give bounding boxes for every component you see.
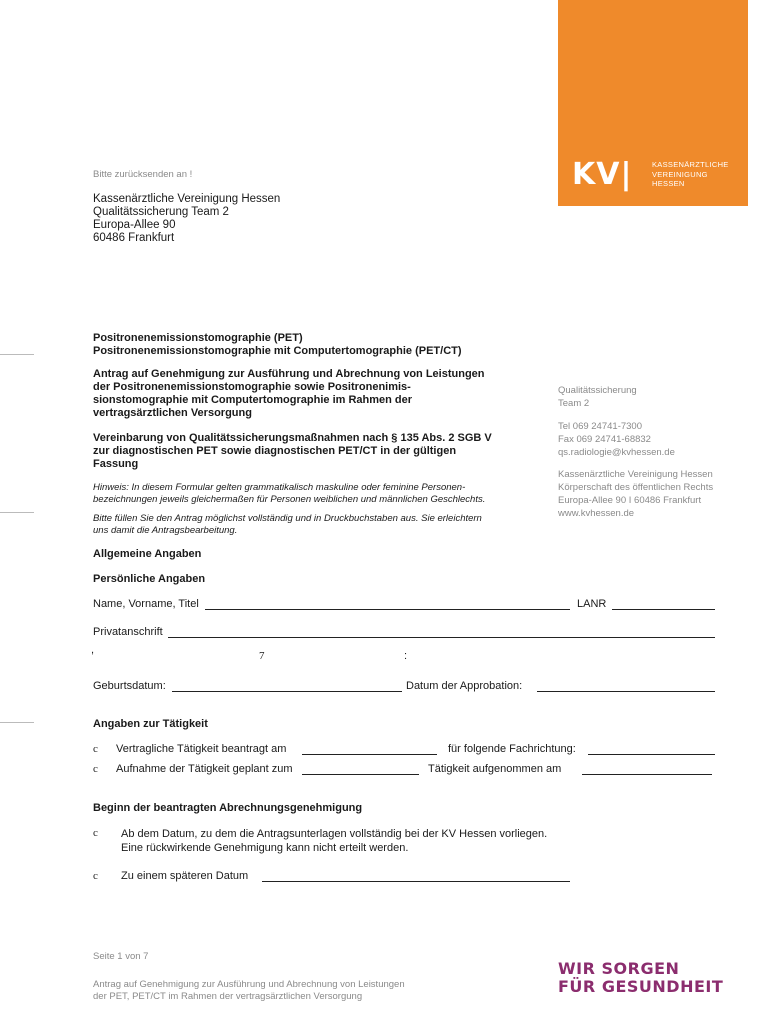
application-title: Antrag auf Genehmigung zur Ausführung und Abrechnung von Leistungen der Positronenemissionstomographie sowie Positronenimis- sionstomographie mit Computertomographie im Rahmen der vertragsärztlichen Versorgung: [93, 368, 485, 419]
logo-letters: KV|: [572, 157, 633, 192]
sidebar-contact: Tel 069 24741-7300 Fax 069 24741-68832 qs.radiologie@kvhessen.de: [558, 421, 675, 458]
planned-checkbox[interactable]: c: [93, 763, 98, 775]
name-label: Name, Vorname, Titel: [93, 598, 199, 610]
form-title: Positronenemissionstomographie (PET) Positronenemissionstomographie mit Computertomographie (PET/CT): [93, 332, 462, 357]
billing-option2-checkbox[interactable]: c: [93, 870, 98, 882]
birthdate-field[interactable]: [172, 691, 402, 692]
planned-date-field[interactable]: [302, 774, 419, 775]
artifact-colon: :: [404, 650, 408, 662]
billing-option1-checkbox[interactable]: c: [93, 827, 98, 839]
billing-date-field[interactable]: [262, 881, 570, 882]
birthdate-label: Geburtsdatum:: [93, 680, 166, 692]
lanr-label: LANR: [577, 598, 607, 610]
contract-checkbox[interactable]: c: [93, 743, 98, 755]
kv-hessen-logo: [558, 0, 748, 206]
page-number: Seite 1 von 7: [93, 951, 149, 962]
slogan-logo: WIR SORGEN FÜR GESUNDHEIT: [558, 959, 724, 996]
logo-text: KASSENÄRZTLICHE VEREINIGUNG HESSEN: [652, 160, 729, 188]
approbation-field[interactable]: [537, 691, 715, 692]
fold-mark: [0, 354, 34, 355]
started-date-field[interactable]: [582, 774, 712, 775]
billing-heading: Beginn der beantragten Abrechnungsgenehmigung: [93, 802, 363, 814]
fill-instructions: Bitte füllen Sie den Antrag möglichst vollständig und in Druckbuchstaben aus. Sie erleichtern uns damit die Antragsbearbeitung.: [93, 513, 482, 536]
artifact-comma: ,: [91, 644, 95, 656]
activity-heading: Angaben zur Tätigkeit: [93, 718, 208, 730]
recipient-address: Kassenärztliche Vereinigung Hessen Qualitätssicherung Team 2 Europa-Allee 90 60486 Frankfurt: [93, 193, 281, 244]
fold-mark: [0, 512, 34, 513]
name-field[interactable]: [205, 609, 570, 610]
footer-title: Antrag auf Genehmigung zur Ausführung und Abrechnung von Leistungen der PET, PET/CT im Rahmen der vertragsärztlichen Versorgung: [93, 979, 405, 1002]
general-heading: Allgemeine Angaben: [93, 548, 202, 560]
gender-hint: Hinweis: In diesem Formular gelten grammatikalisch maskuline oder feminine Personen- bezeichnungen jeweils gleichermaßen für Personen weiblichen und männlichen Geschlechts.: [93, 482, 486, 505]
address-field[interactable]: [168, 637, 715, 638]
personal-heading: Persönliche Angaben: [93, 573, 206, 585]
address-label: Privatanschrift: [93, 626, 163, 638]
artifact-seven: 7: [259, 650, 265, 662]
billing-option1-text: Ab dem Datum, zu dem die Antragsunterlagen vollständig bei der KV Hessen vorliegen. Eine rückwirkende Genehmigung kann nicht erteilt werden.: [121, 828, 548, 854]
specialty-field[interactable]: [588, 754, 715, 755]
specialty-label: für folgende Fachrichtung:: [448, 743, 576, 755]
contract-label: Vertragliche Tätigkeit beantragt am: [116, 743, 287, 755]
planned-label: Aufnahme der Tätigkeit geplant zum: [116, 763, 293, 775]
return-note: Bitte zurücksenden an !: [93, 169, 193, 180]
sidebar-department: Qualitätssicherung Team 2: [558, 385, 637, 409]
lanr-field[interactable]: [612, 609, 715, 610]
contract-date-field[interactable]: [302, 754, 437, 755]
billing-option2-label: Zu einem späteren Datum: [121, 870, 249, 882]
sidebar-organisation: Kassenärztliche Vereinigung Hessen Körperschaft des öffentlichen Rechts Europa-Allee 90 I 60486 Frankfurt www.kvhessen.de: [558, 469, 714, 519]
approbation-label: Datum der Approbation:: [406, 680, 523, 692]
agreement-title: Vereinbarung von Qualitätssicherungsmaßnahmen nach § 135 Abs. 2 SGB V zur diagnostischen PET sowie diagnostischen PET/CT in der gültigen Fassung: [93, 432, 492, 470]
started-label: Tätigkeit aufgenommen am: [428, 763, 562, 775]
fold-mark: [0, 722, 34, 723]
